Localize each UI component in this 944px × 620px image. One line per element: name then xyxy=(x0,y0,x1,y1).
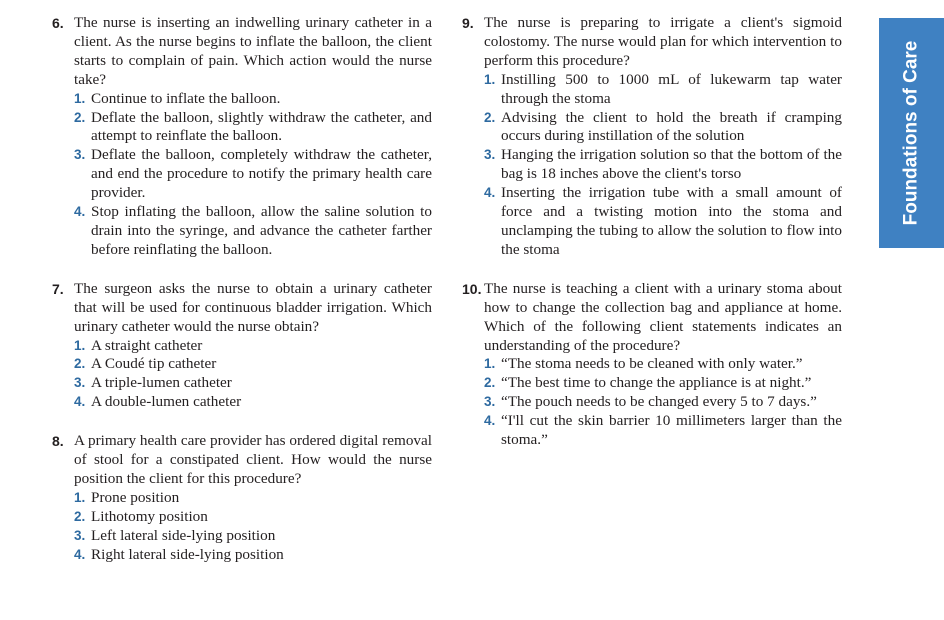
option-number: 4. xyxy=(484,413,496,429)
option-text: Deflate the balloon, slightly withdraw the catheter, and attempt to reinflate the balloon. xyxy=(91,108,432,145)
option-number: 3. xyxy=(484,394,496,410)
question-number: 10. xyxy=(462,280,482,297)
option-number: 4. xyxy=(74,204,86,220)
left-column xyxy=(52,14,432,564)
option-number: 1. xyxy=(74,337,86,353)
option-text: Deflate the balloon, completely withdraw the catheter, and end the procedure to notify the primary health care provider. xyxy=(91,146,432,202)
option-number: 3. xyxy=(74,375,86,391)
answer-option xyxy=(484,393,842,412)
answer-option xyxy=(74,203,432,260)
option-number: 1. xyxy=(74,489,86,505)
option-number: 4. xyxy=(74,546,86,562)
answer-options xyxy=(74,489,432,565)
question-number: 8. xyxy=(52,433,64,450)
answer-option xyxy=(74,337,432,356)
option-text: Left lateral side-lying position xyxy=(91,526,276,544)
answer-option xyxy=(74,374,432,393)
option-number: 1. xyxy=(484,71,496,87)
answer-options xyxy=(484,355,842,450)
section-tab-label: Foundations of Care xyxy=(900,40,922,226)
option-text: “I'll cut the skin barrier 10 millimeters larger than the stoma.” xyxy=(501,412,842,449)
question-8 xyxy=(52,432,432,564)
answer-option xyxy=(74,508,432,527)
option-number: 1. xyxy=(74,90,86,106)
right-column xyxy=(462,14,842,450)
question-6 xyxy=(52,14,432,260)
question-stem: The nurse is teaching a client with a urinary stoma about how to change the collection bag and appliance at home. Which of the following client statements indicates an understanding of the procedure? xyxy=(484,279,842,354)
option-text: “The stoma needs to be cleaned with only water.” xyxy=(501,355,803,373)
option-text: “The best time to change the appliance is at night.” xyxy=(501,374,812,392)
section-tab xyxy=(879,18,944,248)
answer-options xyxy=(74,337,432,413)
option-number: 1. xyxy=(484,356,496,372)
option-text: A triple-lumen catheter xyxy=(91,374,232,392)
question-number: 7. xyxy=(52,280,64,297)
answer-option xyxy=(74,109,432,147)
option-text: Right lateral side-lying position xyxy=(91,545,284,563)
answer-option xyxy=(74,146,432,203)
option-number: 2. xyxy=(74,356,86,372)
option-text: Inserting the irrigation tube with a small amount of force and a twisting motion into the stoma and unclamping the tubing to allow the solution to flow into the stoma xyxy=(501,184,842,258)
answer-options xyxy=(74,90,432,260)
option-number: 4. xyxy=(484,185,496,201)
option-number: 2. xyxy=(484,109,496,125)
answer-option xyxy=(484,355,842,374)
answer-option xyxy=(74,527,432,546)
answer-option xyxy=(484,374,842,393)
option-number: 3. xyxy=(74,147,86,163)
question-number: 9. xyxy=(462,15,474,31)
option-text: A double-lumen catheter xyxy=(91,393,242,411)
option-text: Instilling 500 to 1000 mL of lukewarm tap water through the stoma xyxy=(501,70,842,107)
option-text: “The pouch needs to be changed every 5 to 7 days.” xyxy=(501,393,817,411)
answer-option xyxy=(74,546,432,565)
answer-option xyxy=(484,109,842,147)
option-number: 2. xyxy=(74,508,86,524)
answer-option xyxy=(74,355,432,374)
question-stem: A primary health care provider has ordered digital removal of stool for a constipated client. How would the nurse position the client for this procedure? xyxy=(74,432,432,487)
question-number: 6. xyxy=(52,15,64,31)
answer-options xyxy=(484,71,842,260)
option-number: 2. xyxy=(74,109,86,125)
answer-option xyxy=(74,393,432,412)
answer-option xyxy=(74,489,432,508)
answer-option xyxy=(74,90,432,109)
option-text: Hanging the irrigation solution so that the bottom of the bag is 18 inches above the client's torso xyxy=(501,146,842,183)
question-stem: The surgeon asks the nurse to obtain a urinary catheter that will be used for continuous bladder irrigation. Which urinary catheter would the nurse obtain? xyxy=(74,279,432,335)
question-stem: The nurse is preparing to irrigate a client's sigmoid colostomy. The nurse would plan for which intervention to perform this procedure? xyxy=(484,14,842,69)
answer-option xyxy=(484,412,842,450)
option-number: 4. xyxy=(74,394,86,410)
question-10 xyxy=(462,280,842,450)
option-text: Stop inflating the balloon, allow the saline solution to drain into the syringe, and advance the catheter farther before reinflating the balloon. xyxy=(91,203,432,258)
option-number: 3. xyxy=(74,527,86,543)
answer-option xyxy=(484,71,842,109)
option-text: Lithotomy position xyxy=(91,507,208,525)
option-text: A straight catheter xyxy=(91,336,203,354)
question-stem: The nurse is inserting an indwelling urinary catheter in a client. As the nurse begins to inflate the balloon, the client starts to complain of pain. Which action would the nurse take? xyxy=(74,14,432,88)
answer-option xyxy=(484,184,842,260)
option-number: 3. xyxy=(484,147,496,163)
option-number: 2. xyxy=(484,375,496,391)
answer-option xyxy=(484,146,842,184)
question-9 xyxy=(462,14,842,260)
option-text: A Coudé tip catheter xyxy=(91,355,217,373)
option-text: Prone position xyxy=(91,488,180,506)
question-7 xyxy=(52,280,432,412)
option-text: Continue to inflate the balloon. xyxy=(91,89,281,107)
option-text: Advising the client to hold the breath if cramping occurs during instillation of the solution xyxy=(501,108,842,145)
